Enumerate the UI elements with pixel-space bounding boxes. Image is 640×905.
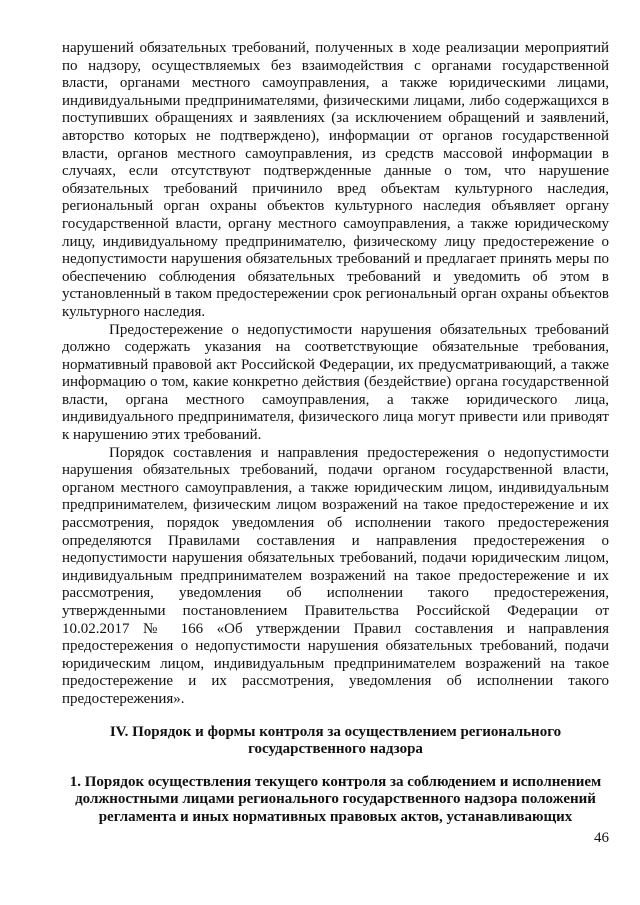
subsection-heading: 1. Порядок осуществления текущего контроля за соблюдением и исполнением должностными лицами регионального государственного надзора положений регламента и иных нормативных правовых актов, устанавливающих	[69, 773, 602, 825]
page-number: 46	[594, 830, 609, 846]
body-paragraph-warning-procedure: Порядок составления и направления предостережения о недопустимости нарушения обязательных требований, подачи органом государственной власти, органом местного самоуправления, а также юридическим лицом, индивидуальным предпринимателем, физическим лицом возражений на такое предостережение и их рассмотрения, порядок уведомления об исполнении такого предостережения определяются Правилами составления и направления предостережения о недопустимости нарушения обязательных требований, подачи юридическим лицом, индивидуальным предпринимателем возражений на такое предостережение и их рассмотрения, уведомления об исполнении такого предостережения, утвержденными постановлением Правительства Российской Федерации от 10.02.2017 № 166 «Об утверждении Правил составления и направления предостережения о недопустимости нарушения обязательных требований, подачи юридическим лицом, индивидуальным предпринимателем возражений на такое предостережение и их рассмотрения, уведомления об исполнении такого предостережения».	[62, 444, 609, 707]
document-page	[62, 40, 609, 827]
body-paragraph-warning-content: Предостережение о недопустимости нарушения обязательных требований должно содержать указания на соответствующие обязательные требования, нормативный правовой акт Российской Федерации, их предусматривающий, а также информацию о том, какие конкретно действия (бездействие) органа государственной власти, органа местного самоуправления, а также юридического лица, индивидуального предпринимателя, физического лица могут привести или приводят к нарушению этих требований.	[62, 321, 609, 444]
section-heading: IV. Порядок и формы контроля за осуществлением регионального государственного надзора	[109, 723, 562, 758]
body-paragraph-continued: нарушений обязательных требований, полученных в ходе реализации мероприятий по надзору, осуществляемых без взаимодействия с органами государственной власти, органами местного самоуправления, а также юридическими лицами, индивидуальными предпринимателями, физическими лицами, либо содержащихся в поступивших обращениях и заявлениях (за исключением обращений и заявлений, авторство которых не подтверждено), информации от органов государственной власти, органов местного самоуправления, из средств массовой информации в случаях, если отсутствуют подтвержденные данные о том, что нарушение обязательных требований причинило вред объектам культурного наследия, региональный орган охраны объектов культурного наследия объявляет органу государственной власти, органу местного самоуправления, а также юридическому лицу, индивидуальному предпринимателю, физическому лицу предостережение о недопустимости нарушения обязательных требований и предлагает принять меры по обеспечению соблюдения обязательных требований и уведомить об этом в установленный в таком предостережении срок региональный орган охраны объектов культурного наследия.	[62, 40, 609, 320]
